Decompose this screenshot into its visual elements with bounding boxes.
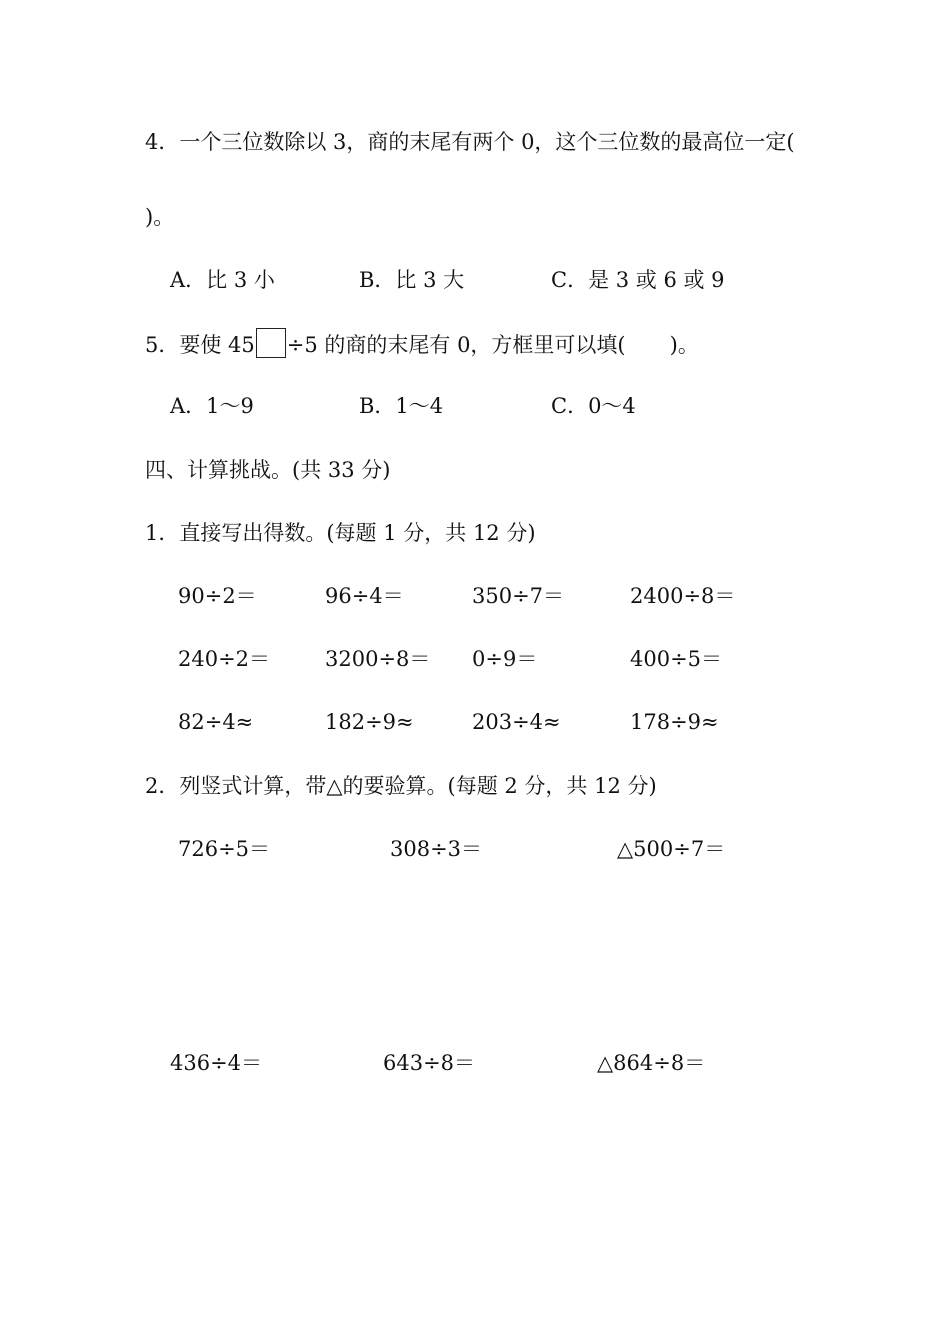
question-4-answer-close: )。 [145,205,175,229]
calc-item: 182÷9≈ [325,710,414,734]
answer-box [256,328,286,358]
vertical-calc-item: 436÷4＝ [170,1051,263,1075]
calc-item: 240÷2＝ [178,647,271,671]
calc-item: 350÷7＝ [472,584,565,608]
calc-item: 3200÷8＝ [325,647,431,671]
section-title: 四、计算挑战。(共 33 分) [145,458,391,482]
vertical-calc-item: 643÷8＝ [383,1051,476,1075]
calc-item: 400÷5＝ [630,647,723,671]
calc-item: 0÷9＝ [472,647,538,671]
vertical-calc-item: △864÷8＝ [597,1051,706,1075]
vertical-calc-item: △500÷7＝ [617,837,726,861]
part-2-title: 2．列竖式计算，带△的要验算。(每题 2 分，共 12 分) [145,774,657,798]
calc-item: 82÷4≈ [178,710,254,734]
question-5-text [145,328,699,359]
vertical-calc-item: 726÷5＝ [178,837,271,861]
question-4-option-a: A．比 3 小 [170,268,275,292]
question-5-option-c: C．0～4 [551,394,636,418]
calc-item: 2400÷8＝ [630,584,736,608]
question-5-prefix: 5．要使 45 [145,333,255,357]
question-5-answer-close: )。 [669,333,699,357]
question-5-suffix: ÷5 的商的末尾有 0，方框里可以填( [286,333,626,357]
question-5-option-b: B．1～4 [359,394,444,418]
question-4-option-b: B．比 3 大 [359,268,465,292]
question-4-text: 4．一个三位数除以 3，商的末尾有两个 0，这个三位数的最高位一定( [145,130,795,154]
question-5-option-a: A．1～9 [170,394,254,418]
calc-item: 96÷4＝ [325,584,404,608]
question-4-option-c: C．是 3 或 6 或 9 [551,268,725,292]
calc-item: 203÷4≈ [472,710,561,734]
vertical-calc-item: 308÷3＝ [390,837,483,861]
calc-item: 178÷9≈ [630,710,719,734]
part-1-title: 1．直接写出得数。(每题 1 分，共 12 分) [145,521,536,545]
calc-item: 90÷2＝ [178,584,257,608]
